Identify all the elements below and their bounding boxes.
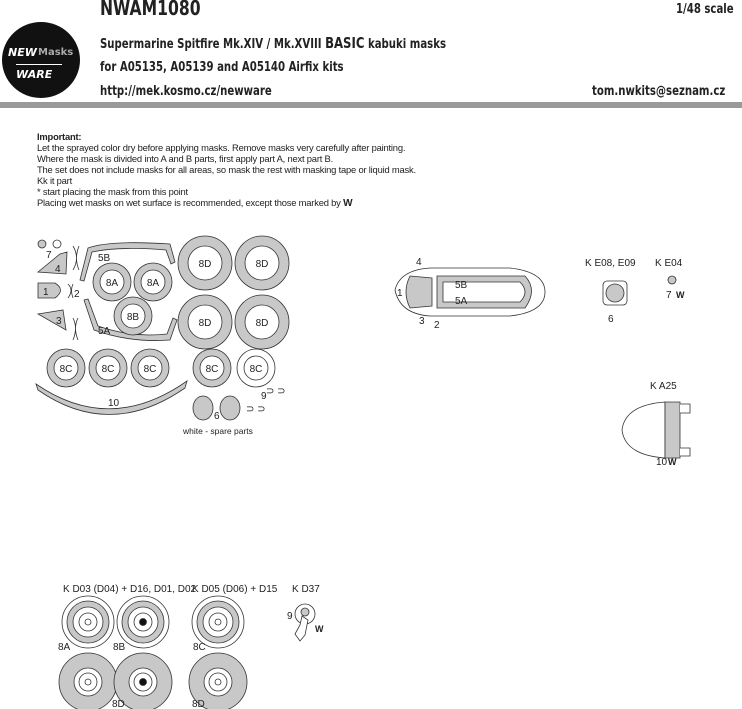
product-code: NWAM1080 [100, 0, 201, 20]
mask-label: 8C [249, 364, 263, 375]
canopy-label-4: 4 [416, 257, 422, 268]
spare-parts-note: white - spare parts [183, 426, 253, 436]
ke08-mask [606, 284, 624, 302]
title-part1: Supermarine Spitfire Mk.XIV / Mk.XVIII [100, 37, 322, 52]
ka25-label: K A25 [650, 381, 677, 392]
mask-8c [193, 349, 231, 387]
mask-8c [131, 349, 169, 387]
mask-label: 8D [198, 259, 212, 270]
mask-8d [235, 295, 289, 349]
ke08-label: K E08, E09 [585, 258, 636, 269]
kd05-label: K D05 (D06) + D15 [192, 584, 278, 595]
wheel-label-8b: 8B [113, 642, 126, 653]
dry-mask-icon: W [676, 290, 685, 300]
mask-8a [93, 263, 131, 301]
canopy-label-5b: 5B [455, 280, 468, 291]
ka25-nose [622, 402, 690, 458]
logo-masks: Masks [38, 47, 74, 58]
kd37-number: 9 [287, 611, 293, 622]
wheel-label-8a: 8A [58, 642, 71, 653]
label-3: 3 [56, 316, 62, 327]
wheel-mask [117, 596, 169, 648]
mask-label: 8D [255, 318, 269, 329]
canopy-label-2: 2 [434, 320, 440, 331]
kd03-label: K D03 (D04) + D16, D01, D02 [63, 584, 197, 595]
label-5a: 5A [98, 326, 111, 337]
mask-2c [73, 318, 78, 340]
ke04-number: 7 [666, 290, 672, 301]
mask-8c [89, 349, 127, 387]
label-10: 10 [108, 398, 120, 409]
note-line: Let the sprayed color dry before applying masks. Remove masks very carefully after painting. [37, 142, 406, 153]
mask-2b [68, 284, 73, 298]
mask-8d [178, 295, 232, 349]
dry-mask-icon: W [315, 624, 324, 634]
mask-label: 8C [59, 364, 73, 375]
mask-7a [38, 240, 46, 248]
mask-7b [53, 240, 61, 248]
label-9: 9 [261, 391, 267, 402]
mask-2a [73, 246, 79, 270]
ka25-number: 10 [656, 457, 668, 468]
mask-label: 8C [143, 364, 157, 375]
scale-label: 1/48 scale [676, 2, 734, 17]
canopy-label-5a: 5A [455, 296, 468, 307]
mask-label: 8B [126, 312, 140, 323]
kd37-label: K D37 [292, 584, 320, 595]
notes-heading: Important: [37, 131, 82, 142]
label-5b: 5B [98, 253, 111, 264]
canopy-diagram [395, 268, 545, 316]
mask-label: 8C [205, 364, 219, 375]
wheel-mask [59, 653, 117, 709]
mask-8d [235, 236, 289, 290]
email-link[interactable]: tom.nwkits@seznam.cz [592, 84, 726, 99]
label-6: 6 [214, 411, 220, 422]
mask-8a [134, 263, 172, 301]
logo-new: NEW [8, 46, 37, 59]
mask-label: 8D [255, 259, 269, 270]
wheel-mask [192, 596, 244, 648]
ke08-number: 6 [608, 314, 614, 325]
mask-3 [38, 310, 66, 330]
spare-9-icons: ⊃ ⊃ [266, 386, 286, 397]
canopy-label-1: 1 [397, 288, 403, 299]
note-line: Kk it part [37, 175, 72, 186]
title-basic: BASIC [325, 34, 365, 52]
mask-label: 8D [198, 318, 212, 329]
ke04-mask [668, 276, 676, 284]
mask-6b [220, 396, 240, 420]
mask-8c [237, 349, 275, 387]
canopy-label-3: 3 [419, 316, 425, 327]
note-line: Where the mask is divided into A and B parts, first apply part A, next part B. [37, 153, 334, 164]
wheel-label-8d: 8D [112, 699, 125, 709]
label-1: 1 [43, 287, 49, 298]
wheel-label-8c: 8C [193, 642, 206, 653]
mask-4 [38, 252, 67, 274]
mask-8d [178, 236, 232, 290]
note-line: The set does not include masks for all areas, so mask the rest with masking tape or liquid mask. [37, 164, 416, 175]
kd37-part [295, 604, 315, 641]
wheel-label-8d: 8D [192, 699, 205, 709]
website-link[interactable]: http://mek.kosmo.cz/newware [100, 84, 272, 99]
mask-1 [38, 283, 61, 298]
label-4: 4 [55, 264, 61, 275]
mask-8c [47, 349, 85, 387]
title-part2: kabuki masks [367, 37, 446, 52]
mask-label: 8A [146, 278, 160, 289]
kits-line: for A05135, A05139 and A05140 Airfix kits [100, 60, 344, 75]
label-7: 7 [46, 250, 52, 261]
note-text: Placing wet masks on wet surface is recommended, except those marked by [37, 197, 341, 208]
dry-mask-icon: W [668, 457, 677, 467]
label-2: 2 [74, 289, 80, 300]
mask-label: 8C [101, 364, 115, 375]
note-line: * start placing the mask from this point [37, 186, 188, 197]
logo-ware: WARE [16, 68, 53, 81]
dry-mask-icon: W [343, 198, 353, 209]
mask-8b [114, 297, 152, 335]
ke04-label: K E04 [655, 258, 683, 269]
wheel-mask [62, 596, 114, 648]
mask-label: 8A [105, 278, 119, 289]
mask-6a [193, 396, 213, 420]
spare-9-icons: ⊃ ⊃ [246, 404, 266, 415]
